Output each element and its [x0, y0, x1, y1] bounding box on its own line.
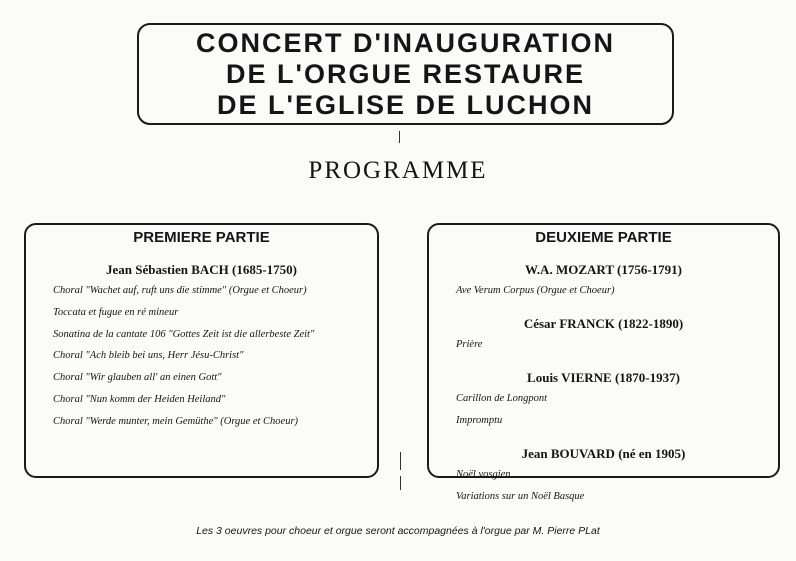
- work-item: Carillon de Longpont: [456, 393, 548, 404]
- work-item: Choral "Ach bleib bei uns, Herr Jésu-Christ": [53, 350, 244, 362]
- composer-franck: César FRANCK (1822-1890): [523, 316, 684, 331]
- title-line-3: DE L'EGLISE DE LUCHON: [217, 89, 594, 120]
- work-item: Toccata et fugue en ré mineur: [53, 306, 179, 318]
- fold-mark-middle: [400, 452, 401, 470]
- part-two-heading: DEUXIEME PARTIE: [535, 229, 672, 246]
- programme-heading: PROGRAMME: [308, 157, 488, 184]
- composer-vierne: Louis VIERNE (1870-1937): [527, 370, 680, 385]
- work-item: Impromptu: [456, 415, 503, 426]
- work-item: Choral "Wir glauben all' an einen Gott": [53, 372, 222, 384]
- work-item: Sonatina de la cantate 106 "Gottes Zeit ist die allerbeste Zeit": [53, 328, 315, 340]
- composer-bouvard: Jean BOUVARD (né en 1905): [521, 446, 686, 461]
- work-item: Choral "Werde munter, mein Gemüthe" (Orgue et Choeur): [53, 415, 299, 427]
- composer-mozart: W.A. MOZART (1756-1791): [525, 262, 682, 277]
- composer-bach: Jean Sébastien BACH (1685-1750): [105, 262, 298, 277]
- work-item: Choral "Nun komm der Heiden Heiland": [53, 393, 226, 405]
- part-two-box: [427, 223, 780, 502]
- fold-mark-top: [399, 131, 400, 143]
- work-item: Ave Verum Corpus (Orgue et Choeur): [456, 285, 615, 296]
- footnote: Les 3 oeuvres pour choeur et orgue seront accompagnées à l'orgue par M. Pierre PLat: [196, 525, 600, 537]
- work-item: Choral "Wachet auf, ruft uns die stimme" (Orgue et Choeur): [53, 285, 307, 296]
- title-line-2: DE L'ORGUE RESTAURE: [226, 58, 585, 89]
- work-item: Noël vosgien: [456, 469, 511, 480]
- title-line-1: CONCERT D'INAUGURATION: [196, 27, 615, 58]
- fold-mark-lower: [400, 476, 401, 490]
- title-box: [137, 23, 674, 125]
- part-one-box: [24, 223, 379, 478]
- work-item: Prière: [456, 339, 483, 350]
- work-item: Variations sur un Noël Basque: [456, 491, 585, 502]
- part-one-heading: PREMIERE PARTIE: [133, 229, 270, 246]
